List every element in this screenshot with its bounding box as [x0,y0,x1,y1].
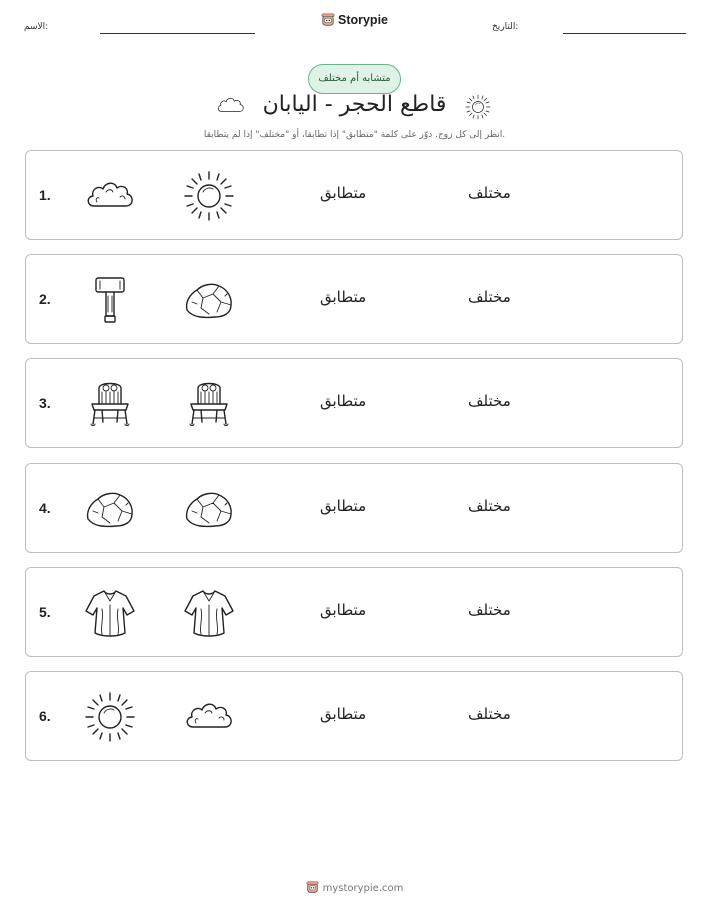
option-different[interactable]: مختلف [468,288,511,306]
footer [0,881,709,894]
cloud-icon [181,689,237,745]
option-same[interactable]: متطابق [320,601,367,619]
chair-icon [181,376,237,432]
option-same[interactable]: متطابق [320,184,367,202]
page-title: قاطع الحجر - اليابان [262,92,447,117]
rock-icon [181,272,237,328]
mascot-icon [321,13,335,27]
question-number: 5. [39,604,51,620]
option-different[interactable]: مختلف [468,497,511,515]
option-different[interactable]: مختلف [468,184,511,202]
question-number: 1. [39,187,51,203]
name-field[interactable] [100,33,255,34]
hammer-icon [82,272,138,328]
cloud-icon [82,168,138,224]
option-different[interactable]: مختلف [468,392,511,410]
question-row-1 [25,150,683,240]
robe-icon [82,585,138,641]
option-same[interactable]: متطابق [320,392,367,410]
question-number: 6. [39,708,51,724]
option-different[interactable]: مختلف [468,601,511,619]
mascot-icon [306,881,319,894]
question-row-5 [25,567,683,657]
option-same[interactable]: متطابق [320,288,367,306]
date-label: التاريخ: [492,22,519,32]
question-number: 2. [39,291,51,307]
robe-icon [181,585,237,641]
option-same[interactable]: متطابق [320,705,367,723]
question-number: 4. [39,500,51,516]
option-different[interactable]: مختلف [468,705,511,723]
brand-name: Storypie [337,13,388,27]
brand-logo [0,13,709,27]
footer-url[interactable]: mystorypie.com [322,883,404,894]
sun-icon [181,168,237,224]
question-row-2 [25,254,683,344]
date-field[interactable] [563,33,686,34]
question-row-3 [25,358,683,448]
sun-icon [82,689,138,745]
title-sun-icon [464,93,492,121]
question-number: 3. [39,395,51,411]
question-row-6 [25,671,683,761]
option-same[interactable]: متطابق [320,497,367,515]
name-label: الاسم: [24,22,49,32]
instructions: انظر إلى كل زوج. دوّر على كلمة "متطابق" إذا تطابقا، أو "مختلف" إذا لم يتطابقا. [203,130,506,140]
rock-icon [82,481,138,537]
chair-icon [82,376,138,432]
question-row-4 [25,463,683,553]
rock-icon [181,481,237,537]
worksheet-type-badge: متشابه أم مختلف [308,64,401,94]
